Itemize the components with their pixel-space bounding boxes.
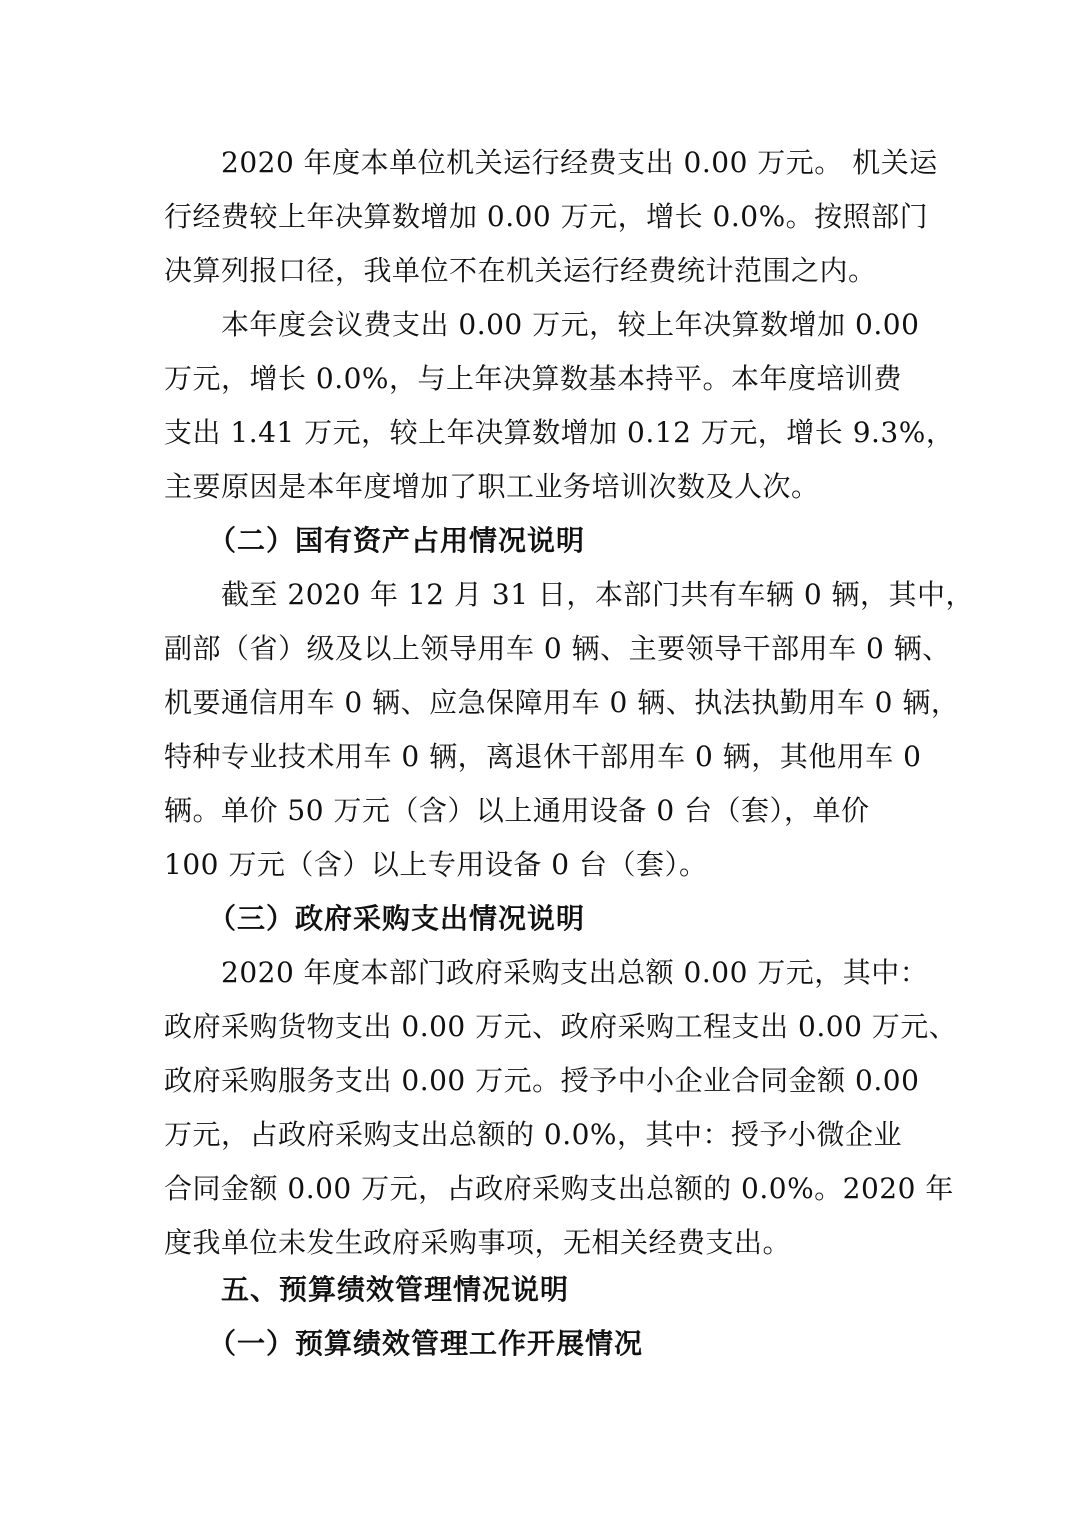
- paragraph-procurement-line-6: 度我单位未发生政府采购事项，无相关经费支出。: [164, 1226, 792, 1259]
- paragraph-procurement-line-3: 政府采购服务支出 0.00 万元。授予中小企业合同金额 0.00: [164, 1064, 920, 1097]
- section-heading-procurement: （三）政府采购支出情况说明: [208, 902, 586, 935]
- paragraph-vehicles-line-3: 机要通信用车 0 辆、应急保障用车 0 辆、执法执勤用车 0 辆，: [164, 686, 960, 719]
- subsection-heading-performance-work: （一）预算绩效管理工作开展情况: [208, 1327, 644, 1360]
- paragraph-operating-expense-line-1: 2020 年度本单位机关运行经费支出 0.00 万元。 机关运: [221, 146, 938, 179]
- paragraph-procurement-line-1: 2020 年度本部门政府采购支出总额 0.00 万元，其中：: [221, 956, 929, 989]
- section-heading-state-assets: （二）国有资产占用情况说明: [208, 524, 586, 557]
- paragraph-vehicles-line-6: 100 万元（含）以上专用设备 0 台（套）。: [164, 848, 708, 881]
- paragraph-vehicles-line-4: 特种专业技术用车 0 辆，离退休干部用车 0 辆，其他用车 0: [164, 740, 922, 773]
- paragraph-meeting-training-line-1: 本年度会议费支出 0.00 万元，较上年决算数增加 0.00: [221, 308, 920, 341]
- paragraph-procurement-line-5: 合同金额 0.00 万元，占政府采购支出总额的 0.0%。2020 年: [164, 1172, 954, 1205]
- paragraph-meeting-training-line-2: 万元，增长 0.0%，与上年决算数基本持平。本年度培训费: [164, 362, 903, 395]
- paragraph-procurement-line-2: 政府采购货物支出 0.00 万元、政府采购工程支出 0.00 万元、: [164, 1010, 958, 1043]
- paragraph-procurement-line-4: 万元，占政府采购支出总额的 0.0%，其中：授予小微企业: [164, 1118, 903, 1151]
- paragraph-operating-expense-line-3: 决算列报口径，我单位不在机关运行经费统计范围之内。: [164, 254, 877, 287]
- paragraph-vehicles-line-1: 截至 2020 年 12 月 31 日，本部门共有车辆 0 辆，其中，: [221, 578, 975, 611]
- paragraph-meeting-training-line-3: 支出 1.41 万元，较上年决算数增加 0.12 万元，增长 9.3%，: [164, 416, 955, 449]
- paragraph-vehicles-line-5: 辆。单价 50 万元（含）以上通用设备 0 台（套），单价: [164, 794, 870, 827]
- section-heading-budget-performance: 五、预算绩效管理情况说明: [221, 1273, 570, 1306]
- paragraph-operating-expense-line-2: 行经费较上年决算数增加 0.00 万元，增长 0.0%。按照部门: [164, 200, 929, 233]
- paragraph-vehicles-line-2: 副部（省）级及以上领导用车 0 辆、主要领导干部用车 0 辆、: [164, 632, 951, 665]
- paragraph-meeting-training-line-4: 主要原因是本年度增加了职工业务培训次数及人次。: [164, 470, 820, 503]
